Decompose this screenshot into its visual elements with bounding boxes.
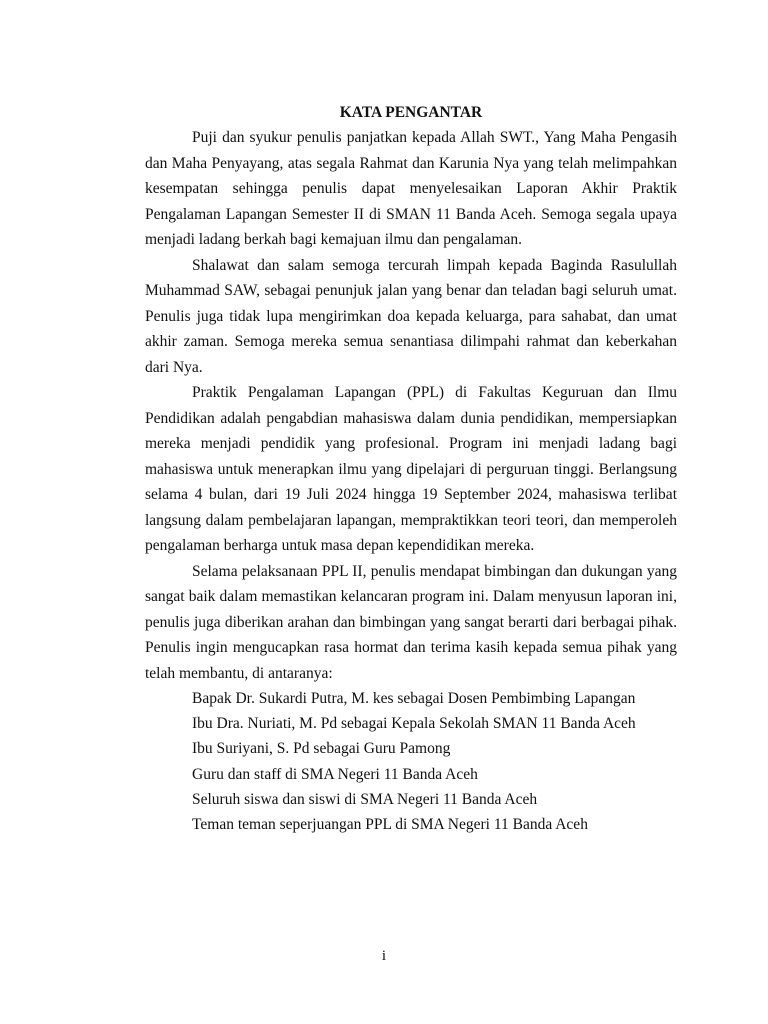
list-item: Ibu Suriyani, S. Pd sebagai Guru Pamong (192, 740, 451, 758)
paragraph-salutation: Shalawat dan salam semoga tercurah limpah kepada Baginda Rasulullah Muhammad SAW, sebagai penunjuk jalan yang benar dan teladan bagi seluruh umat. Penulis juga tidak lupa mengirimkan doa kepada keluarga, para sahabat, dan umat akhir zaman. Semoga mereka semua senantiasa dilimpahi rahmat dan keberkahan dari Nya. (145, 256, 677, 376)
paragraph-ppl-description: Praktik Pengalaman Lapangan (PPL) di Fakultas Keguruan dan Ilmu Pendidikan adalah pengabdian mahasiswa dalam dunia pendidikan, mempersiapkan mereka menjadi pendidik yang profesional. Program ini menjadi ladang bagi mahasiswa untuk menerapkan ilmu yang dipelajari di perguruan tinggi. Berlangsung selama 4 bulan, dari 19 Juli 2024 hingga 19 September 2024, mahasiswa terlibat langsung dalam pembelajaran lapangan, mempraktikkan teori teori, dan memperoleh pengalaman berharga untuk masa depan kependidikan mereka. (145, 384, 677, 554)
list-item: Bapak Dr. Sukardi Putra, M. kes sebagai Dosen Pembimbing Lapangan (192, 690, 636, 707)
paragraph-acknowledgement: Selama pelaksanaan PPL II, penulis mendapat bimbingan dan dukungan yang sangat baik dalam memastikan kelancaran program ini. Dalam menyusun laporan ini, penulis juga diberikan arahan dan bimbingan yang sangat berarti dari berbagai pihak. Penulis ingin mengucapkan rasa hormat dan terima kasih kepada semua pihak yang telah membantu, di antaranya: (145, 562, 677, 682)
list-item: Guru dan staff di SMA Negeri 11 Banda Aceh (192, 765, 478, 783)
list-item: Teman teman seperjuangan PPL di SMA Negeri 11 Banda Aceh (192, 816, 588, 834)
page-number: i (381, 948, 387, 964)
acknowledgement-list (145, 686, 677, 837)
page-content (145, 100, 677, 837)
list-item: Seluruh siswa dan siswi di SMA Negeri 11 Banda Aceh (192, 790, 538, 808)
paragraph-praise: Puji dan syukur penulis panjatkan kepada Allah SWT., Yang Maha Pengasih dan Maha Penyayang, atas segala Rahmat dan Karunia Nya yang telah melimpahkan kesempatan sehingga penulis dapat menyelesaikan Laporan Akhir Praktik Pengalaman Lapangan Semester II di SMAN 11 Banda Aceh. Semoga segala upaya menjadi ladang berkah bagi kemajuan ilmu dan pengalaman. (145, 129, 677, 248)
list-item: Ibu Dra. Nuriati, M. Pd sebagai Kepala Sekolah SMAN 11 Banda Aceh (192, 715, 636, 733)
page-title: KATA PENGANTAR (339, 104, 483, 121)
